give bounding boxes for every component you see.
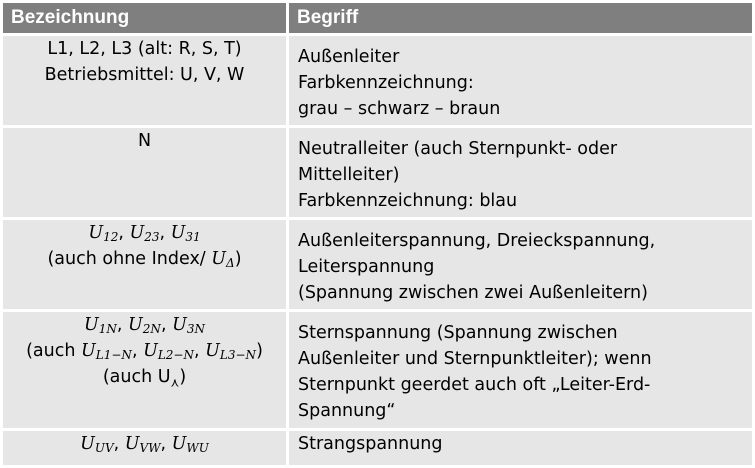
math-symbol: $U_{WU}$ <box>171 433 209 455</box>
math-symbol: $U_{L2-N}$ <box>143 341 194 363</box>
math-symbol: $U_{31}$ <box>170 223 201 245</box>
math-symbol: $U_{2N}$ <box>128 315 161 337</box>
math-symbol: $U_\Delta$ <box>211 249 235 271</box>
math-symbol: $U_{12}$ <box>88 223 119 245</box>
cell-line: Sternpunkt geerdet auch oft „Leiter-Erd- <box>298 375 651 396</box>
cell-line: Leiterspannung <box>298 257 435 278</box>
cell-bezeichnung <box>3 431 286 465</box>
cell-line: Außenleiter und Sternpunktleiter); wenn <box>298 349 652 370</box>
math-alt-line: (auch $U_{L1-N}$, $U_{L2-N}$, $U_{L3-N}$) <box>26 341 263 363</box>
header-row <box>3 3 752 33</box>
math-note: (auch ohne Index/ $U_\Delta$) <box>47 249 242 271</box>
math-line: $U_{UV}$, $U_{VW}$, $U_{WU}$ <box>80 433 209 455</box>
table-row <box>3 128 752 217</box>
cell-begriff <box>289 431 752 465</box>
math-symbol: $U_{L1-N}$ <box>81 341 132 363</box>
math-symbol: $U_{L3-N}$ <box>205 341 257 363</box>
table-row <box>3 220 752 309</box>
cell-bezeichnung <box>3 220 286 309</box>
table-row <box>3 36 752 125</box>
cell-line: Neutralleiter (auch Sternpunkt- oder <box>298 139 618 160</box>
math-line: $U_{12}$, $U_{23}$, $U_{31}$ <box>88 223 201 245</box>
cell-bezeichnung <box>3 128 286 217</box>
cell-line: Außenleiter <box>298 47 400 67</box>
cell-line: Außenleiterspannung, Dreieckspannung, <box>298 231 656 252</box>
cell-line: Farbkennzeichnung: <box>298 73 474 93</box>
math-symbol: $U_{3N}$ <box>172 315 205 337</box>
math-symbol: $U_{VW}$ <box>124 433 161 455</box>
cell-line: Spannung“ <box>298 401 396 422</box>
cell-line: Farbkennzeichnung: blau <box>298 191 518 212</box>
math-note: (auch $U_⋏$) <box>102 367 187 390</box>
cell-begriff <box>289 128 752 217</box>
math-line: $U_{1N}$, $U_{2N}$, $U_{3N}$ <box>84 315 205 337</box>
cell-bezeichnung <box>3 36 286 125</box>
cell-line: Mittelleiter) <box>298 165 400 186</box>
cell-begriff <box>289 220 752 309</box>
math-symbol: $U_{UV}$ <box>80 433 114 455</box>
cell-line: (Spannung zwischen zwei Außenleitern) <box>298 283 648 304</box>
cell-line: Strangspannung <box>298 433 443 454</box>
header-bezeichnung: Bezeichnung <box>3 3 286 33</box>
cell-bezeichnung <box>3 312 286 427</box>
cell-begriff <box>289 36 752 125</box>
cell-line: L1, L2, L3 (alt: R, S, T) <box>47 39 242 59</box>
math-symbol: $U_{1N}$ <box>84 315 117 337</box>
cell-line: Sternspannung (Spannung zwischen <box>298 323 618 344</box>
cell-begriff <box>289 312 752 427</box>
cell-line: N <box>137 131 152 152</box>
cell-line: grau – schwarz – braun <box>298 99 501 119</box>
math-symbol: $U_{23}$ <box>129 223 160 245</box>
table-row <box>3 431 752 465</box>
table-row <box>3 312 752 427</box>
cell-line: Betriebsmittel: U, V, W <box>44 65 245 85</box>
header-begriff: Begriff <box>289 3 752 33</box>
